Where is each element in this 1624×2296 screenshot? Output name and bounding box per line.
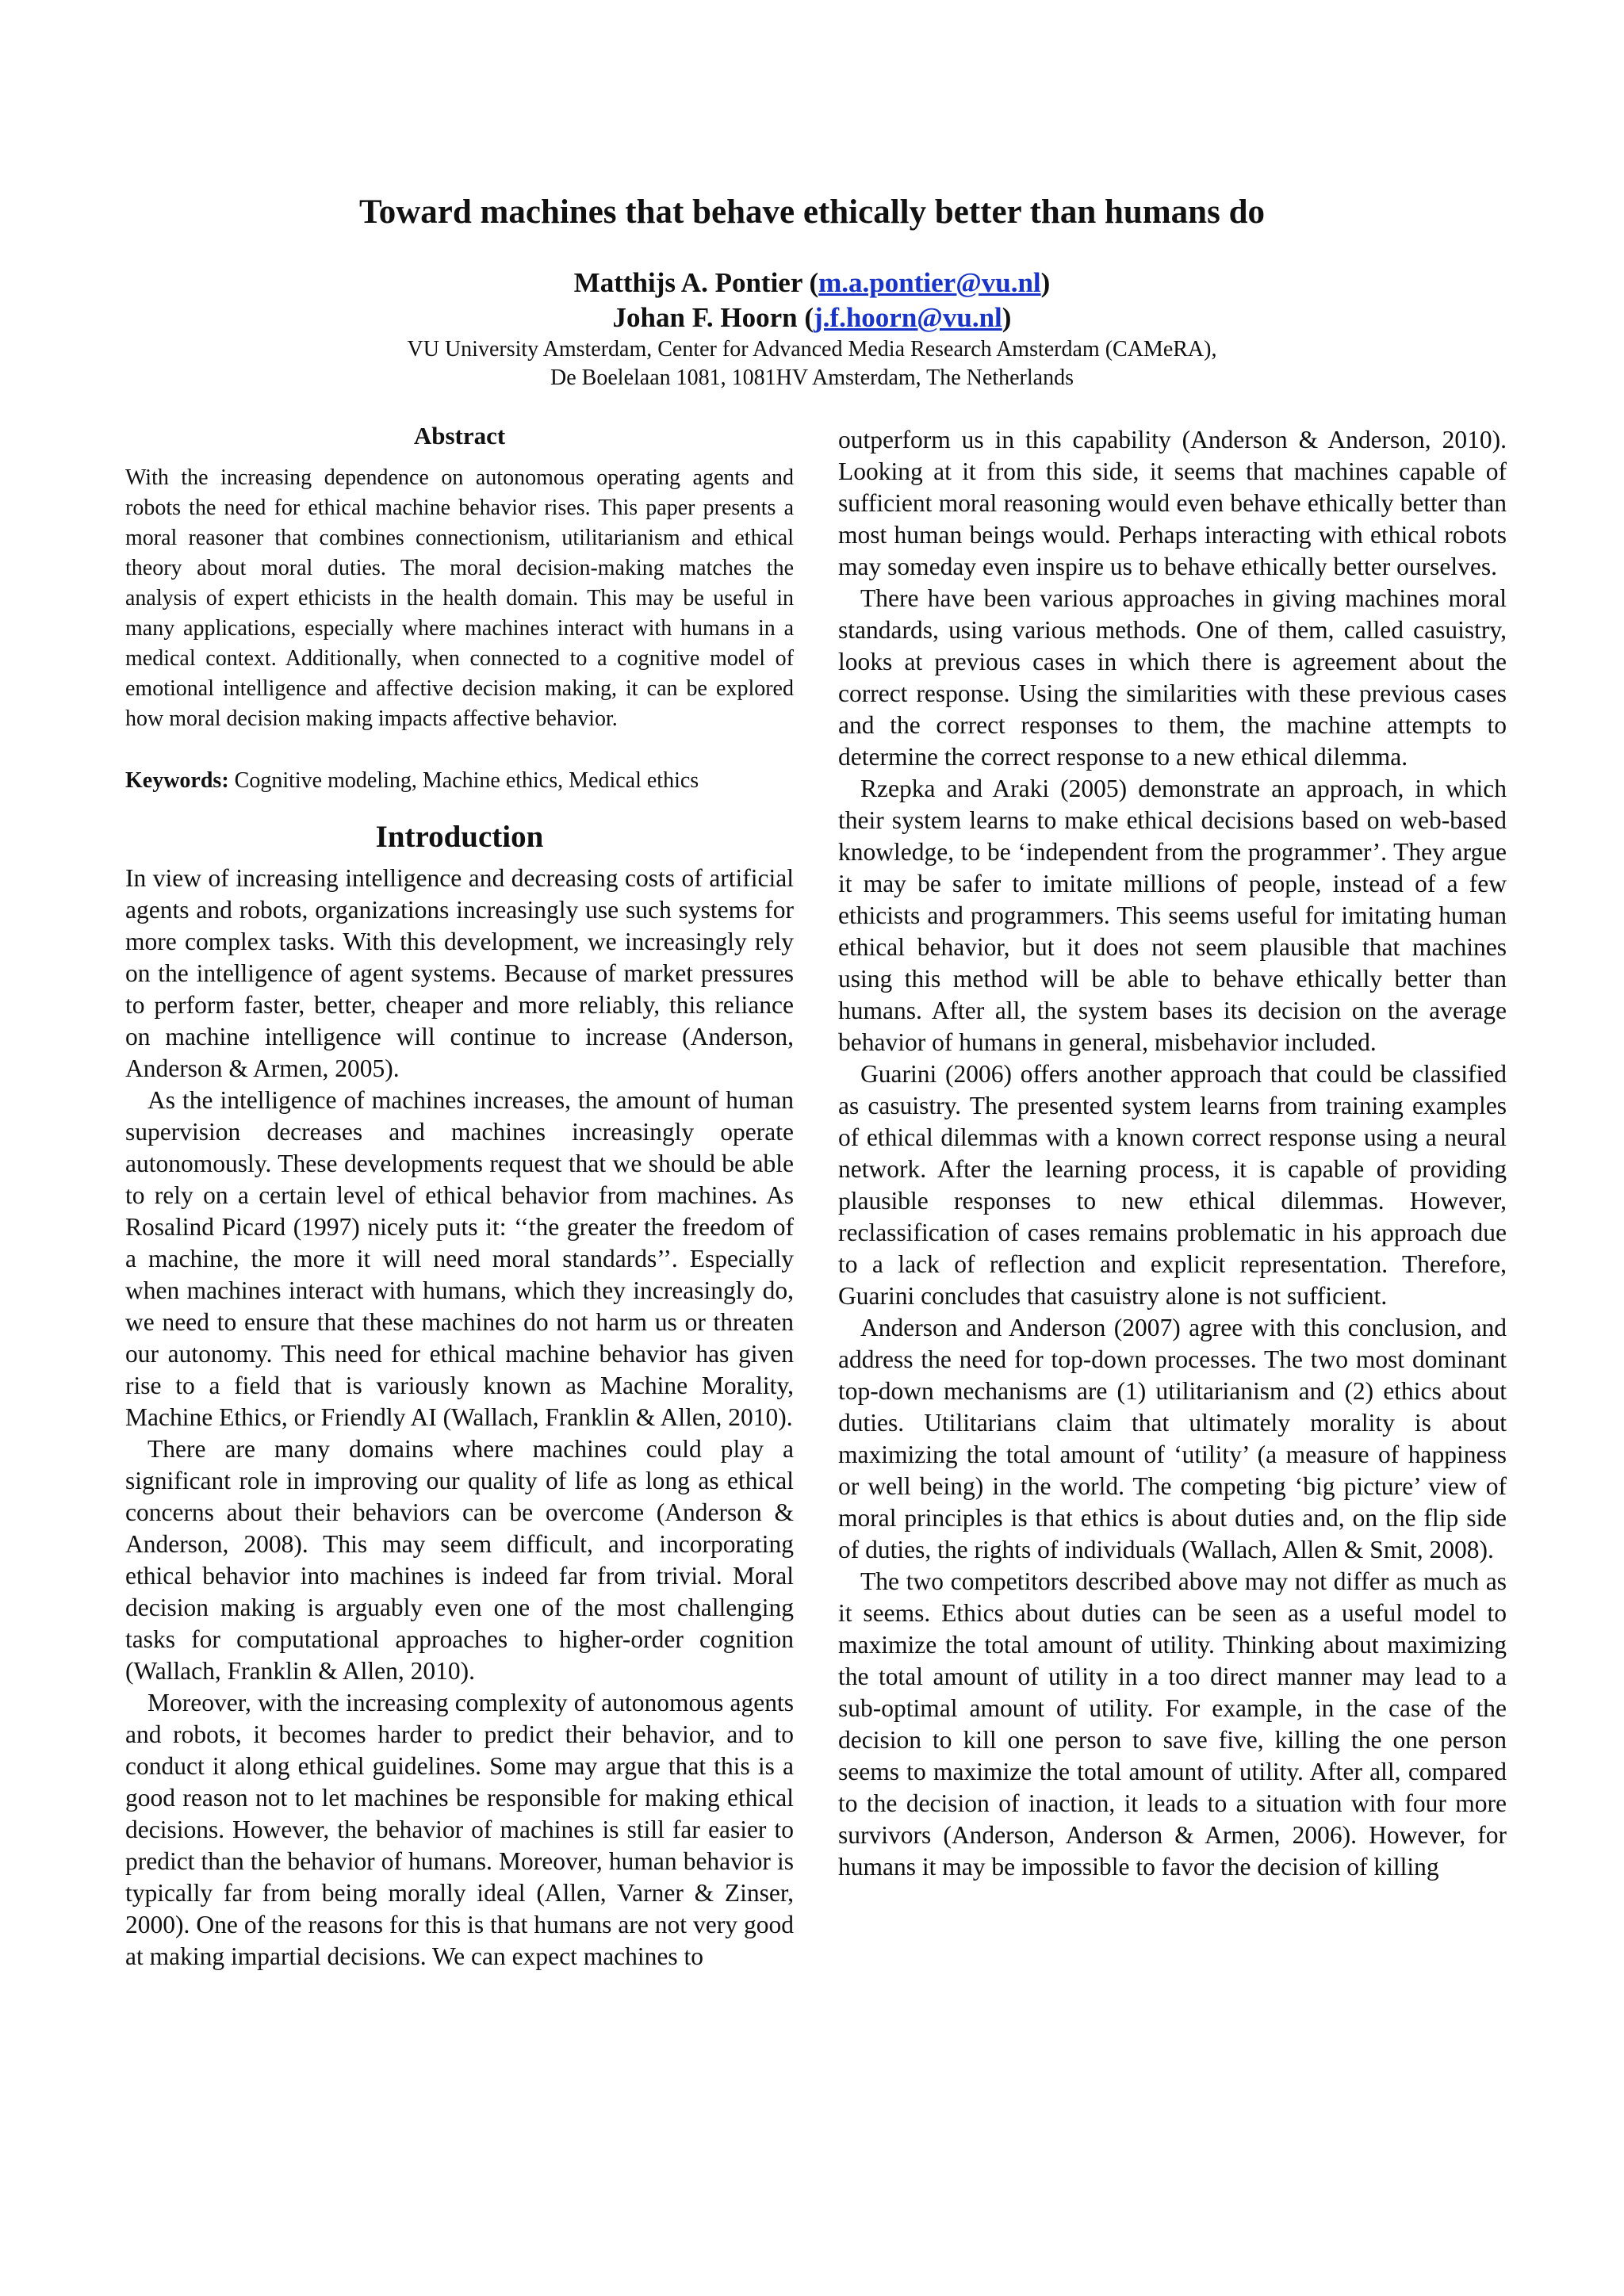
paper-title: Toward machines that behave ethically better than humans do [359, 193, 1265, 231]
right-paragraph-2: There have been various approaches in giving machines moral standards, using various methods. One of them, called casuistry, looks at previous cases in which there is agreement about the correct response. Using the similarities with these previous cases and the correct responses to them, the machine attempts to determine the correct response to a new ethical dilemma. [838, 584, 1507, 771]
right-paragraph-4: Guarini (2006) offers another approach that could be classified as casuistry. The presented system learns from training examples of ethical dilemmas with a known correct response using a neural network. After the learning process, it is capable of providing plausible responses to new ethical dilemmas. However, reclassification of cases remains problematic in his approach due to a lack of reflection and explicit representation. Therefore, Guarini concludes that casuistry alone is not sufficient. [838, 1060, 1507, 1310]
author-email-link-2[interactable]: j.f.hoorn@vu.nl [814, 302, 1002, 333]
right-paragraph-1: outperform us in this capability (Anderson & Anderson, 2010). Looking at it from this side, it seems that machines capable of sufficient moral reasoning would even behave ethically better than most human beings would. Perhaps interacting with ethical robots may someday even inspire us to behave ethically better ourselves. [838, 426, 1507, 580]
keywords-line [125, 766, 794, 796]
abstract-heading: Abstract [413, 422, 506, 450]
author-line-1: Matthijs A. Pontier (m.a.pontier@vu.nl) [573, 267, 1051, 298]
affiliation-line-1: VU University Amsterdam, Center for Advanced Media Research Amsterdam (CAMeRA), [407, 337, 1217, 362]
introduction-heading: Introduction [375, 820, 544, 854]
keywords-text: Cognitive modeling, Machine ethics, Medical ethics [234, 768, 699, 793]
intro-paragraph-3: There are many domains where machines could play a significant role in improving our quality of life as long as ethical concerns about their behaviors can be overcome (Anderson & Anderson, 2008). This may seem difficult, and incorporating ethical behavior into machines is indeed far from trivial. Moral decision making is arguably even one of the most challenging tasks for computational approaches to higher-order cognition (Wallach, Franklin & Allen, 2010). [125, 1435, 794, 1685]
right-column [838, 424, 1507, 1883]
intro-paragraph-2: As the intelligence of machines increases, the amount of human supervision decreases and machines increasingly operate autonomously. These developments request that we should be able to rely on a certain level of ethical behavior from machines. As Rosalind Picard (1997) nicely puts it: ‘‘the greater the freedom of a machine, the more it will need moral standards’’. Especially when machines interact with humans, which they increasingly do, we need to ensure that these machines do not harm us or threaten our autonomy. This need for ethical machine behavior has given rise to a field that is variously known as Machine Morality, Machine Ethics, or Friendly AI (Wallach, Franklin & Allen, 2010). [125, 1086, 794, 1431]
right-paragraph-6: The two competitors described above may not differ as much as it seems. Ethics about duties can be seen as a useful model to maximize the total amount of utility. Thinking about maximizing the total amount of utility in a too direct manner may lead to a sub-optimal amount of utility. For example, in the case of the decision to kill one person to save five, killing the one person seems to maximize the total amount of utility. After all, compared to the decision of inaction, it leads to a situation with four more survivors (Anderson, Anderson & Armen, 2006). However, for humans it may be impossible to favor the decision of killing [838, 1567, 1507, 1881]
right-paragraph-3: Rzepka and Araki (2005) demonstrate an approach, in which their system learns to make ethical decisions based on web-based knowledge, to be ‘independent from the programmer’. They argue it may be safer to imitate millions of people, instead of a few ethicists and programmers. This seems useful for imitating human ethical behavior, but it does not seem plausible that machines using this method will be able to behave ethically better than humans. After all, the system bases its decision on the average behavior of humans in general, misbehavior included. [838, 775, 1507, 1056]
intro-paragraph-4: Moreover, with the increasing complexity of autonomous agents and robots, it becomes harder to predict their behavior, and to conduct it along ethical guidelines. Some may argue that this is a good reason not to let machines be responsible for making ethical decisions. However, the behavior of machines is still far easier to predict than the behavior of humans. Moreover, human behavior is typically far from being morally ideal (Allen, Varner & Zinser, 2000). One of the reasons for this is that humans are not very good at making impartial decisions. We can expect machines to [125, 1689, 794, 1970]
affiliation-line-2: De Boelelaan 1081, 1081HV Amsterdam, The Netherlands [550, 365, 1074, 390]
keywords-label: Keywords: [125, 768, 229, 793]
author-block [0, 266, 1624, 392]
author-name-2: Johan F. Hoorn [612, 302, 798, 333]
author-line-2: Johan F. Hoorn (j.f.hoorn@vu.nl) [612, 302, 1012, 333]
abstract-text: With the increasing dependence on autonomous operating agents and robots the need for ethical machine behavior rises. This paper presents a moral reasoner that combines connectionism, utilitarianism and ethical theory about moral duties. The moral decision-making matches the analysis of expert ethicists in the health domain. This may be useful in many applications, especially where machines interact with humans in a medical context. Additionally, when connected to a cognitive model of emotional intelligence and affective decision making, it can be explored how moral decision making impacts affective behavior. [125, 465, 794, 731]
intro-paragraph-1: In view of increasing intelligence and decreasing costs of artificial agents and robots, organizations increasingly use such systems for more complex tasks. With this development, we increasingly rely on the intelligence of agent systems. Because of market pressures to perform faster, better, cheaper and more reliably, this reliance on machine intelligence will continue to increase (Anderson, Anderson & Armen, 2005). [125, 864, 794, 1082]
author-email-link-1[interactable]: m.a.pontier@vu.nl [818, 267, 1041, 298]
left-column [125, 420, 794, 1973]
right-paragraph-5: Anderson and Anderson (2007) agree with this conclusion, and address the need for top-down processes. The two most dominant top-down mechanisms are (1) utilitarianism and (2) ethics about duties. Utilitarians claim that ultimately morality is about maximizing the total amount of ‘utility’ (a measure of happiness or well being) in the world. The competing ‘big picture’ view of moral principles is that ethics is about duties and, on the flip side of duties, the rights of individuals (Wallach, Allen & Smit, 2008). [838, 1314, 1507, 1563]
author-name-1: Matthijs A. Pontier [573, 267, 802, 298]
